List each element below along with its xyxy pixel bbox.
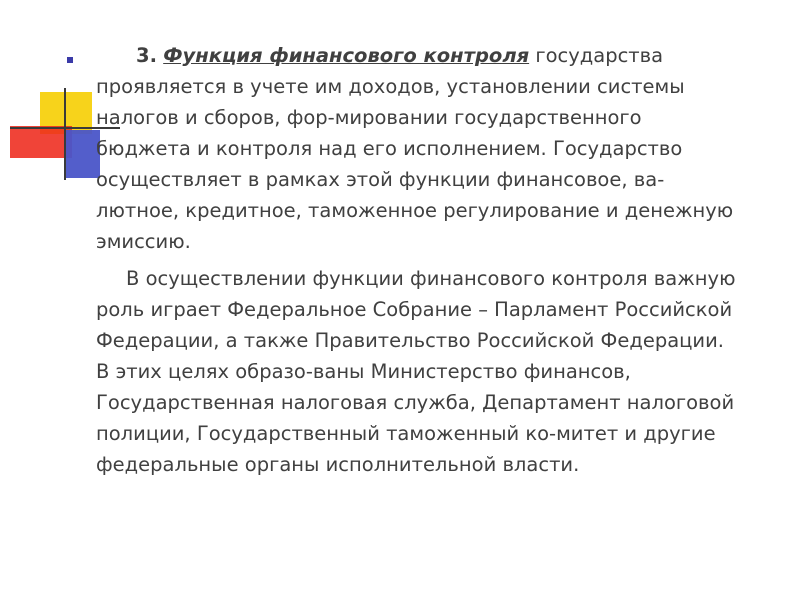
paragraph-1 bbox=[96, 40, 736, 257]
function-heading: Функция финансового контроля bbox=[163, 44, 530, 67]
bullet-square-icon bbox=[67, 57, 73, 63]
decorative-red-block bbox=[10, 126, 72, 158]
item-number: 3. bbox=[136, 44, 157, 67]
slide-text bbox=[96, 40, 736, 480]
paragraph-1-body: государства проявляется в учете им доходов, установлении системы налогов и сборов, фор-мировании государственного бюджета и контроля над его исполнением. Государство осуществляет в рамках этой функции финансовое, ва-лютное, кредитное, таможенное регулирование и денежную эмиссию. bbox=[96, 44, 734, 253]
decorative-blue-block bbox=[65, 130, 100, 178]
paragraph-2 bbox=[96, 263, 736, 480]
decorative-vertical-line bbox=[64, 88, 66, 180]
paragraph-2-body: В осуществлении функции финансового контроля важную роль играет Федеральное Собрание – Парламент Российской Федерации, а также Правительство Российской Федерации. В этих целях образо-ваны Министерство финансов, Государственная налоговая служба, Департамент налоговой полиции, Государственный таможенный ко-митет и другие федеральные органы исполнительной власти. bbox=[96, 267, 736, 476]
